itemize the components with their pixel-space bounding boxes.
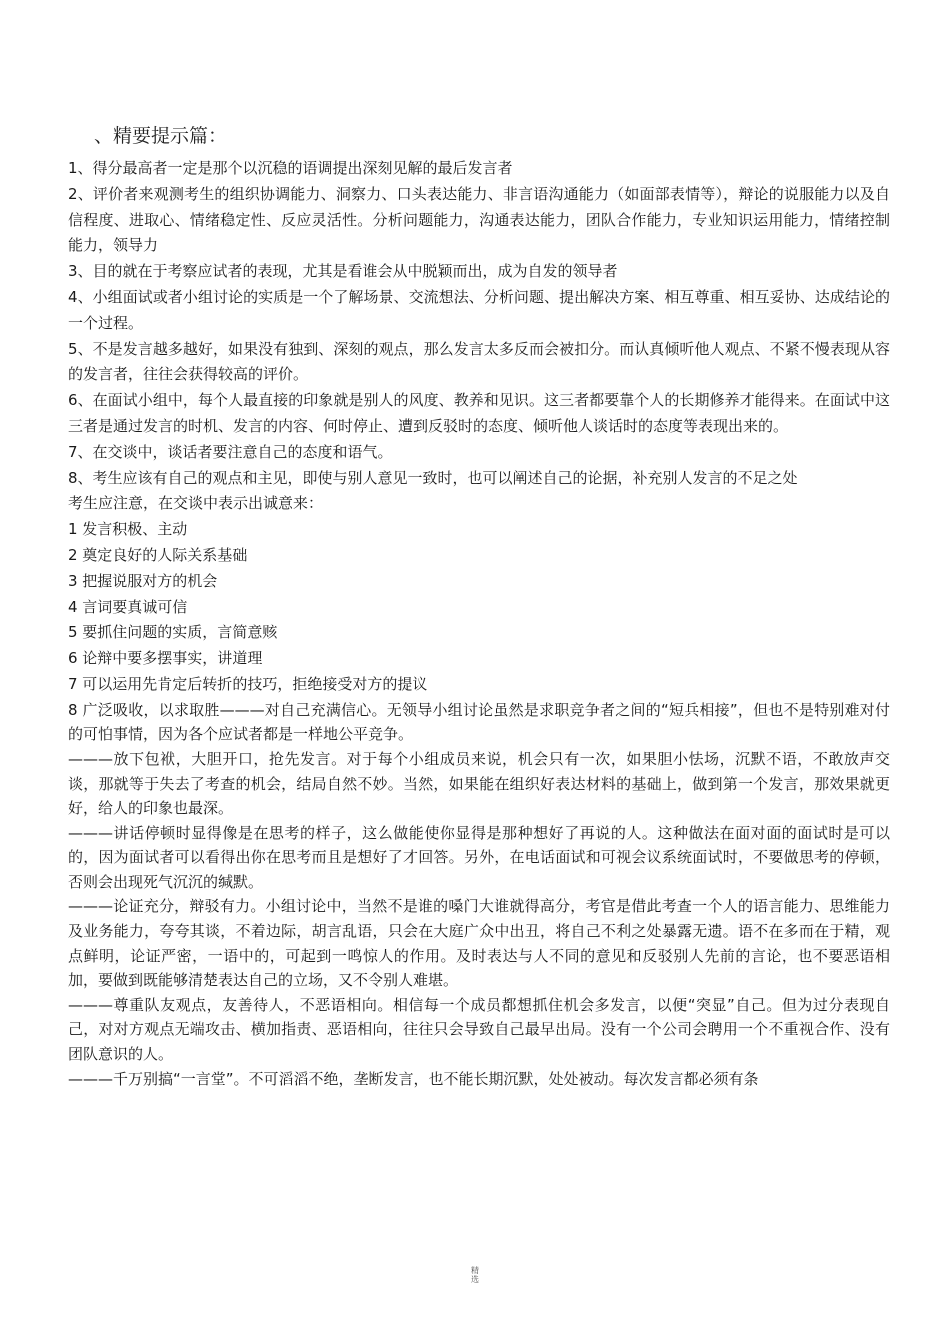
tip-item-8: 8 广泛吸收，以求取胜———对自己充满信心。无领导小组讨论虽然是求职竞争者之间的“短兵相接”，但也不是特别难对付的可怕事情，因为各个应试者都是一样地公平竞争。 bbox=[68, 700, 890, 744]
footer-line-2: 选 bbox=[471, 1275, 479, 1284]
section-heading: 、精要提示篇： bbox=[94, 125, 228, 147]
dash-paragraph-2: ———讲话停顿时显得像是在思考的样子，这么做能使你显得是那种想好了再说的人。这种做法在面对面的面试时是可以的，因为面试者可以看得出你在思考而且是想好了才回答。另外，在电话面试和可视会议系统面试时，不要做思考的停顿，否则会出现死气沉沉的缄默。 bbox=[68, 823, 890, 891]
tip-item-2: 2 奠定良好的人际关系基础 bbox=[68, 545, 248, 564]
paragraph-8: 8、考生应该有自己的观点和主见，即使与别人意见一致时，也可以阐述自己的论据，补充别人发言的不足之处 bbox=[68, 468, 798, 487]
dash-paragraph-1: ———放下包袱，大胆开口，抢先发言。对于每个小组成员来说，机会只有一次，如果胆小怯场，沉默不语，不敢放声交谈，那就等于失去了考查的机会，结局自然不妙。当然，如果能在组织好表达材料的基础上，做到第一个发言，那效果就更好，给人的印象也最深。 bbox=[68, 749, 890, 818]
dash-paragraph-4: ———尊重队友观点，友善待人，不恶语相向。相信每一个成员都想抓住机会多发言，以便“突显”自己。但为过分表现自己，对对方观点无端攻击、横加指责、恶语相向，往往只会导致自己最早出局。没有一个公司会聘用一个不重视合作、没有团队意识的人。 bbox=[68, 995, 890, 1064]
paragraph-5: 5、不是发言越多越好，如果没有独到、深刻的观点，那么发言太多反而会被扣分。而认真倾听他人观点、不紧不慢表现从容的发言者，往往会获得较高的评价。 bbox=[68, 339, 890, 384]
paragraph-7: 7、在交谈中，谈话者要注意自己的态度和语气。 bbox=[68, 442, 393, 461]
paragraph-2: 2、评价者来观测考生的组织协调能力、洞察力、口头表达能力、非言语沟通能力（如面部表情等），辩论的说服能力以及自信程度、进取心、情绪稳定性、反应灵活性。分析问题能力，沟通表达能力，团队合作能力，专业知识运用能力，情绪控制能力，领导力 bbox=[68, 184, 890, 255]
paragraph-4: 4、小组面试或者小组讨论的实质是一个了解场景、交流想法、分析问题、提出解决方案、相互尊重、相互妥协、达成结论的一个过程。 bbox=[68, 287, 890, 332]
document-body bbox=[68, 156, 890, 1091]
paragraph-3: 3、目的就在于考察应试者的表现，尤其是看谁会从中脱颖而出，成为自发的领导者 bbox=[68, 262, 618, 281]
page-footer bbox=[0, 1266, 950, 1284]
dash-paragraph-3: ———论证充分，辩驳有力。小组讨论中，当然不是谁的嗓门大谁就得高分，考官是借此考查一个人的语言能力、思维能力及业务能力，夸夸其谈，不着边际，胡言乱语，只会在大庭广众中出丑，将自己不利之处暴露无遗。语不在多而在于精，观点鲜明，论证严密，一语中的，可起到一鸣惊人的作用。及时表达与人不同的意见和反驳别人先前的言论，也不要恶语相加，要做到既能够清楚表达自己的立场，又不令别人难堪。 bbox=[68, 897, 890, 990]
tip-item-7: 7 可以运用先肯定后转折的技巧，拒绝接受对方的提议 bbox=[68, 674, 428, 693]
tip-item-5: 5 要抓住问题的实质，言简意赅 bbox=[68, 623, 278, 642]
tip-item-1: 1 发言积极、主动 bbox=[68, 520, 188, 539]
dash-paragraph-5: ———千万别搞“一言堂”。不可滔滔不绝，垄断发言，也不能长期沉默，处处被动。每次发言都必须有条 bbox=[68, 1069, 759, 1088]
paragraph-6: 6、在面试小组中，每个人最直接的印象就是别人的风度、教养和见识。这三者都要靠个人的长期修养才能得来。在面试中这三者是通过发言的时机、发言的内容、何时停止、遭到反驳时的态度、倾听他人谈话时的态度等表现出来的。 bbox=[68, 391, 890, 435]
sincerity-intro: 考生应注意，在交谈中表示出诚意来： bbox=[68, 494, 324, 513]
footer-line-1: 精 bbox=[471, 1266, 479, 1275]
tip-item-4: 4 言词要真诚可信 bbox=[68, 597, 188, 616]
tip-item-6: 6 论辩中要多摆事实，讲道理 bbox=[68, 649, 263, 668]
tip-item-3: 3 把握说服对方的机会 bbox=[68, 571, 218, 590]
paragraph-1: 1、得分最高者一定是那个以沉稳的语调提出深刻见解的最后发言者 bbox=[68, 159, 513, 177]
